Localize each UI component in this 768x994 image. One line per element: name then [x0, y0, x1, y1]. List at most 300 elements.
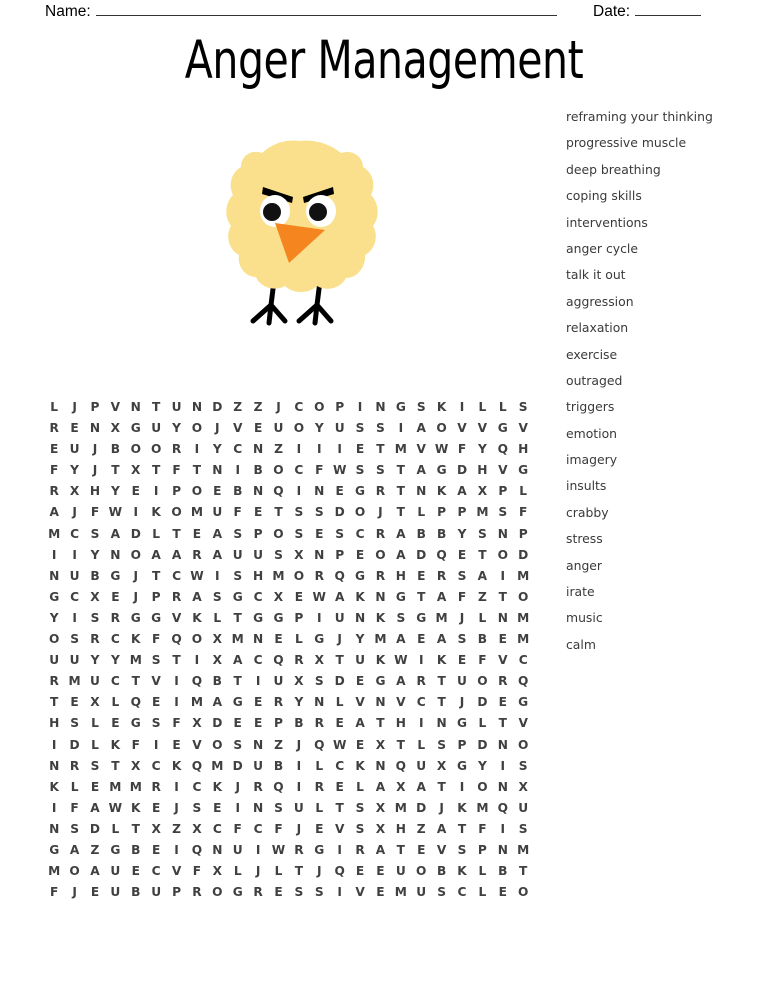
grid-cell[interactable]: C: [253, 589, 263, 604]
grid-cell[interactable]: N: [436, 716, 447, 731]
grid-cell[interactable]: I: [235, 800, 240, 815]
grid-cell[interactable]: M: [48, 864, 61, 879]
grid-cell[interactable]: S: [233, 737, 243, 752]
grid-cell[interactable]: S: [478, 526, 487, 541]
grid-cell[interactable]: I: [500, 821, 506, 836]
grid-cell[interactable]: S: [151, 653, 161, 668]
grid-cell[interactable]: G: [110, 568, 121, 583]
word-list-item[interactable]: anger: [566, 557, 603, 573]
grid-cell[interactable]: O: [130, 442, 141, 457]
grid-cell[interactable]: A: [192, 589, 202, 604]
grid-cell[interactable]: F: [315, 463, 324, 478]
grid-cell[interactable]: E: [70, 695, 79, 710]
grid-cell[interactable]: M: [517, 842, 530, 857]
grid-cell[interactable]: T: [192, 463, 202, 478]
grid-cell[interactable]: I: [337, 842, 342, 857]
grid-cell[interactable]: T: [519, 864, 528, 879]
grid-cell[interactable]: L: [50, 400, 59, 414]
grid-cell[interactable]: F: [233, 505, 242, 520]
grid-cell[interactable]: M: [211, 758, 224, 773]
grid-cell[interactable]: N: [130, 400, 141, 414]
grid-cell[interactable]: I: [337, 442, 342, 457]
grid-cell[interactable]: J: [92, 442, 98, 457]
grid-cell[interactable]: J: [72, 885, 77, 900]
grid-cell[interactable]: D: [456, 463, 468, 478]
grid-cell[interactable]: E: [111, 589, 120, 604]
grid-cell[interactable]: S: [233, 568, 243, 583]
grid-cell[interactable]: E: [151, 800, 161, 815]
grid-cell[interactable]: U: [69, 442, 80, 457]
grid-cell[interactable]: Q: [497, 800, 508, 815]
grid-cell[interactable]: F: [90, 505, 100, 520]
grid-cell[interactable]: C: [457, 885, 467, 900]
grid-cell[interactable]: E: [355, 442, 365, 457]
grid-cell[interactable]: S: [416, 400, 426, 414]
grid-cell[interactable]: F: [457, 589, 467, 604]
grid-cell[interactable]: O: [416, 864, 427, 879]
grid-cell[interactable]: N: [314, 547, 325, 562]
grid-cell[interactable]: X: [314, 653, 324, 668]
grid-cell[interactable]: R: [294, 842, 304, 857]
grid-cell[interactable]: U: [151, 421, 162, 436]
grid-cell[interactable]: X: [212, 864, 223, 879]
grid-cell[interactable]: B: [131, 842, 141, 857]
grid-cell[interactable]: E: [213, 484, 222, 499]
grid-cell[interactable]: G: [457, 758, 468, 773]
grid-cell[interactable]: H: [395, 568, 406, 583]
grid-cell[interactable]: J: [255, 864, 261, 879]
grid-cell[interactable]: S: [192, 800, 202, 815]
grid-cell[interactable]: T: [335, 800, 344, 815]
grid-cell[interactable]: K: [355, 589, 365, 604]
grid-cell[interactable]: U: [334, 610, 345, 625]
grid-cell[interactable]: J: [459, 610, 465, 625]
grid-cell[interactable]: V: [457, 421, 467, 436]
grid-cell[interactable]: Q: [130, 695, 141, 710]
grid-cell[interactable]: N: [497, 526, 508, 541]
grid-cell[interactable]: M: [190, 505, 203, 520]
grid-cell[interactable]: O: [212, 737, 223, 752]
grid-cell[interactable]: P: [457, 505, 467, 520]
grid-cell[interactable]: U: [355, 653, 365, 668]
grid-cell[interactable]: E: [335, 716, 344, 731]
grid-cell[interactable]: N: [191, 400, 203, 414]
word-list-item[interactable]: coping skills: [566, 188, 642, 204]
grid-cell[interactable]: U: [518, 800, 529, 815]
grid-cell[interactable]: I: [398, 421, 404, 436]
grid-cell[interactable]: T: [172, 653, 181, 668]
word-list-item[interactable]: aggression: [566, 293, 634, 309]
grid-cell[interactable]: T: [151, 463, 161, 478]
grid-cell[interactable]: G: [273, 610, 284, 625]
grid-cell[interactable]: R: [273, 695, 284, 710]
grid-cell[interactable]: N: [375, 400, 386, 414]
grid-cell[interactable]: T: [294, 864, 304, 879]
grid-cell[interactable]: T: [478, 547, 487, 562]
grid-cell[interactable]: A: [396, 632, 406, 647]
grid-cell[interactable]: T: [335, 653, 344, 668]
grid-cell[interactable]: J: [133, 568, 139, 583]
grid-cell[interactable]: I: [296, 758, 302, 773]
grid-cell[interactable]: E: [151, 842, 161, 857]
grid-cell[interactable]: I: [51, 800, 57, 815]
grid-cell[interactable]: R: [171, 442, 182, 457]
grid-cell[interactable]: J: [296, 821, 302, 836]
grid-cell[interactable]: I: [296, 779, 302, 794]
grid-cell[interactable]: S: [437, 885, 446, 900]
grid-cell[interactable]: R: [314, 568, 324, 583]
grid-cell[interactable]: I: [459, 779, 465, 794]
grid-cell[interactable]: E: [90, 885, 100, 900]
grid-cell[interactable]: P: [477, 842, 487, 857]
grid-cell[interactable]: X: [212, 653, 223, 668]
grid-cell[interactable]: B: [294, 716, 304, 731]
grid-cell[interactable]: K: [212, 779, 223, 794]
grid-cell[interactable]: S: [70, 716, 79, 731]
grid-cell[interactable]: C: [294, 463, 304, 478]
grid-cell[interactable]: Q: [191, 758, 203, 773]
grid-cell[interactable]: W: [332, 463, 347, 478]
grid-cell[interactable]: I: [500, 758, 506, 773]
word-list-item[interactable]: music: [566, 610, 603, 626]
grid-cell[interactable]: I: [72, 547, 77, 562]
grid-cell[interactable]: T: [457, 821, 467, 836]
grid-cell[interactable]: A: [69, 842, 80, 857]
grid-cell[interactable]: E: [253, 421, 263, 436]
grid-cell[interactable]: A: [355, 716, 365, 731]
grid-cell[interactable]: U: [457, 674, 467, 689]
grid-cell[interactable]: L: [152, 526, 161, 541]
grid-cell[interactable]: P: [294, 610, 304, 625]
grid-cell[interactable]: U: [69, 568, 80, 583]
grid-cell[interactable]: Z: [274, 737, 283, 752]
grid-cell[interactable]: M: [394, 442, 407, 457]
word-list-item[interactable]: exercise: [566, 346, 618, 362]
grid-cell[interactable]: D: [477, 737, 488, 752]
grid-cell[interactable]: I: [174, 842, 179, 857]
grid-cell[interactable]: R: [375, 484, 386, 499]
grid-cell[interactable]: G: [130, 716, 141, 731]
grid-cell[interactable]: E: [355, 864, 365, 879]
grid-cell[interactable]: P: [498, 484, 508, 499]
grid-cell[interactable]: S: [457, 632, 467, 647]
grid-cell[interactable]: L: [233, 864, 242, 879]
grid-cell[interactable]: G: [130, 610, 141, 625]
grid-cell[interactable]: X: [375, 821, 386, 836]
grid-cell[interactable]: A: [416, 779, 426, 794]
grid-cell[interactable]: G: [232, 695, 243, 710]
grid-cell[interactable]: K: [49, 779, 59, 794]
grid-cell[interactable]: A: [416, 463, 426, 478]
grid-cell[interactable]: V: [232, 421, 243, 436]
grid-cell[interactable]: N: [497, 737, 508, 752]
grid-cell[interactable]: O: [477, 779, 488, 794]
grid-cell[interactable]: V: [396, 695, 406, 710]
grid-cell[interactable]: J: [72, 400, 77, 414]
grid-cell[interactable]: S: [274, 800, 283, 815]
grid-cell[interactable]: O: [314, 400, 325, 414]
grid-cell[interactable]: J: [337, 632, 342, 647]
grid-cell[interactable]: F: [151, 632, 161, 647]
grid-cell[interactable]: L: [519, 484, 528, 499]
grid-cell[interactable]: G: [497, 421, 508, 436]
grid-cell[interactable]: H: [518, 442, 529, 457]
grid-cell[interactable]: T: [376, 716, 385, 731]
grid-cell[interactable]: F: [274, 821, 283, 836]
grid-cell[interactable]: L: [478, 864, 487, 879]
grid-cell[interactable]: X: [294, 547, 304, 562]
grid-cell[interactable]: L: [274, 864, 283, 879]
grid-cell[interactable]: E: [335, 779, 344, 794]
grid-cell[interactable]: S: [396, 610, 406, 625]
grid-cell[interactable]: E: [192, 526, 202, 541]
grid-cell[interactable]: G: [151, 610, 162, 625]
grid-cell[interactable]: F: [519, 505, 528, 520]
grid-cell[interactable]: L: [91, 716, 99, 731]
grid-cell[interactable]: P: [335, 547, 345, 562]
grid-cell[interactable]: S: [314, 505, 324, 520]
grid-cell[interactable]: X: [273, 589, 284, 604]
grid-cell[interactable]: Q: [314, 737, 325, 752]
grid-cell[interactable]: U: [212, 505, 223, 520]
grid-cell[interactable]: L: [478, 716, 487, 731]
grid-cell[interactable]: A: [90, 800, 100, 815]
grid-cell[interactable]: I: [194, 442, 200, 457]
grid-cell[interactable]: B: [498, 864, 508, 879]
grid-cell[interactable]: S: [335, 526, 345, 541]
grid-cell[interactable]: B: [212, 674, 222, 689]
grid-cell[interactable]: F: [172, 463, 181, 478]
grid-cell[interactable]: L: [91, 737, 99, 752]
grid-cell[interactable]: A: [436, 589, 447, 604]
grid-cell[interactable]: N: [253, 632, 264, 647]
grid-cell[interactable]: R: [314, 716, 324, 731]
grid-cell[interactable]: S: [90, 758, 100, 773]
grid-cell[interactable]: V: [110, 400, 121, 414]
grid-cell[interactable]: L: [111, 821, 120, 836]
grid-cell[interactable]: E: [417, 632, 426, 647]
grid-cell[interactable]: A: [396, 547, 406, 562]
grid-cell[interactable]: W: [434, 442, 449, 457]
grid-cell[interactable]: D: [130, 526, 141, 541]
grid-cell[interactable]: S: [437, 737, 446, 752]
grid-cell[interactable]: Q: [334, 568, 345, 583]
grid-cell[interactable]: U: [273, 674, 284, 689]
grid-cell[interactable]: L: [315, 800, 324, 815]
grid-cell[interactable]: G: [232, 589, 243, 604]
grid-cell[interactable]: A: [416, 421, 426, 436]
grid-cell[interactable]: J: [92, 463, 98, 478]
grid-cell[interactable]: L: [70, 779, 79, 794]
grid-cell[interactable]: L: [294, 632, 303, 647]
grid-cell[interactable]: F: [233, 821, 242, 836]
grid-cell[interactable]: A: [457, 484, 467, 499]
grid-cell[interactable]: T: [437, 674, 446, 689]
grid-cell[interactable]: S: [294, 885, 304, 900]
grid-cell[interactable]: U: [293, 800, 304, 815]
grid-cell[interactable]: U: [232, 547, 243, 562]
grid-cell[interactable]: I: [357, 400, 363, 414]
grid-cell[interactable]: H: [395, 821, 406, 836]
grid-cell[interactable]: O: [191, 484, 203, 499]
grid-cell[interactable]: H: [395, 716, 406, 731]
grid-cell[interactable]: C: [151, 758, 161, 773]
grid-cell[interactable]: V: [518, 716, 528, 731]
grid-cell[interactable]: K: [436, 400, 447, 414]
grid-cell[interactable]: T: [111, 463, 120, 478]
grid-cell[interactable]: I: [153, 737, 159, 752]
grid-cell[interactable]: M: [48, 526, 61, 541]
grid-cell[interactable]: U: [232, 842, 243, 857]
grid-cell[interactable]: P: [437, 505, 447, 520]
grid-cell[interactable]: O: [150, 442, 162, 457]
grid-cell[interactable]: Y: [477, 758, 487, 773]
grid-cell[interactable]: K: [375, 610, 386, 625]
grid-cell[interactable]: Y: [49, 610, 59, 625]
grid-cell[interactable]: U: [253, 758, 264, 773]
grid-cell[interactable]: I: [133, 505, 139, 520]
grid-cell[interactable]: S: [314, 885, 324, 900]
grid-cell[interactable]: O: [517, 589, 529, 604]
grid-cell[interactable]: S: [314, 674, 324, 689]
grid-cell[interactable]: S: [90, 610, 100, 625]
word-list-item[interactable]: calm: [566, 636, 596, 652]
word-list-item[interactable]: deep breathing: [566, 161, 661, 177]
grid-cell[interactable]: D: [334, 505, 345, 520]
grid-cell[interactable]: Z: [172, 821, 181, 836]
grid-cell[interactable]: T: [233, 674, 242, 689]
grid-cell[interactable]: E: [355, 674, 365, 689]
grid-cell[interactable]: S: [233, 526, 243, 541]
grid-cell[interactable]: U: [49, 653, 60, 668]
grid-cell[interactable]: G: [110, 842, 121, 857]
grid-cell[interactable]: E: [253, 505, 263, 520]
word-list-item[interactable]: interventions: [566, 214, 648, 230]
grid-cell[interactable]: T: [396, 463, 405, 478]
grid-cell[interactable]: I: [500, 568, 506, 583]
grid-cell[interactable]: T: [437, 695, 446, 710]
grid-cell[interactable]: S: [70, 821, 79, 836]
grid-cell[interactable]: B: [131, 885, 141, 900]
grid-cell[interactable]: A: [171, 547, 182, 562]
grid-cell[interactable]: U: [273, 421, 284, 436]
grid-cell[interactable]: A: [436, 821, 447, 836]
grid-cell[interactable]: S: [355, 421, 365, 436]
grid-cell[interactable]: M: [517, 610, 530, 625]
grid-cell[interactable]: G: [314, 632, 325, 647]
grid-cell[interactable]: M: [109, 779, 122, 794]
grid-cell[interactable]: Y: [110, 653, 120, 668]
grid-cell[interactable]: K: [375, 653, 386, 668]
grid-cell[interactable]: D: [477, 695, 488, 710]
grid-cell[interactable]: X: [436, 758, 447, 773]
grid-cell[interactable]: E: [315, 526, 324, 541]
grid-cell[interactable]: J: [296, 737, 302, 752]
grid-cell[interactable]: V: [355, 695, 365, 710]
grid-cell[interactable]: E: [131, 864, 140, 879]
grid-cell[interactable]: V: [355, 885, 365, 900]
grid-cell[interactable]: I: [51, 737, 57, 752]
grid-cell[interactable]: L: [417, 505, 426, 520]
grid-cell[interactable]: Y: [90, 653, 100, 668]
grid-cell[interactable]: J: [439, 800, 444, 815]
grid-cell[interactable]: C: [294, 400, 304, 414]
grid-cell[interactable]: G: [232, 885, 243, 900]
grid-cell[interactable]: O: [69, 864, 80, 879]
grid-cell[interactable]: J: [317, 864, 322, 879]
grid-cell[interactable]: E: [355, 737, 365, 752]
grid-cell[interactable]: O: [497, 547, 508, 562]
grid-cell[interactable]: S: [274, 547, 283, 562]
grid-cell[interactable]: X: [151, 821, 161, 836]
grid-cell[interactable]: O: [273, 463, 284, 478]
grid-cell[interactable]: H: [477, 463, 488, 478]
grid-cell[interactable]: I: [418, 653, 424, 668]
grid-cell[interactable]: T: [437, 779, 446, 794]
grid-cell[interactable]: O: [517, 737, 529, 752]
grid-cell[interactable]: A: [49, 505, 59, 520]
grid-cell[interactable]: G: [457, 716, 468, 731]
grid-cell[interactable]: D: [232, 758, 243, 773]
grid-cell[interactable]: L: [478, 610, 487, 625]
date-write-line[interactable]: [635, 4, 701, 16]
grid-cell[interactable]: G: [518, 463, 529, 478]
grid-cell[interactable]: D: [89, 821, 101, 836]
word-list-item[interactable]: relaxation: [566, 320, 629, 336]
grid-cell[interactable]: G: [49, 589, 60, 604]
grid-cell[interactable]: X: [90, 589, 100, 604]
grid-cell[interactable]: N: [253, 484, 264, 499]
grid-cell[interactable]: K: [171, 758, 182, 773]
grid-cell[interactable]: B: [233, 484, 243, 499]
grid-cell[interactable]: M: [476, 800, 489, 815]
grid-cell[interactable]: E: [355, 547, 365, 562]
grid-cell[interactable]: E: [213, 800, 222, 815]
grid-cell[interactable]: J: [276, 400, 281, 414]
grid-cell[interactable]: B: [110, 442, 121, 457]
grid-cell[interactable]: A: [90, 864, 100, 879]
grid-cell[interactable]: C: [518, 653, 528, 668]
grid-cell[interactable]: W: [190, 568, 204, 583]
grid-cell[interactable]: D: [416, 800, 427, 815]
grid-cell[interactable]: T: [498, 589, 507, 604]
grid-cell[interactable]: R: [498, 674, 508, 689]
grid-cell[interactable]: O: [171, 505, 182, 520]
grid-cell[interactable]: E: [274, 885, 283, 900]
grid-cell[interactable]: B: [90, 568, 100, 583]
grid-cell[interactable]: I: [72, 610, 77, 625]
grid-cell[interactable]: G: [253, 610, 264, 625]
grid-cell[interactable]: F: [478, 653, 487, 668]
name-write-line[interactable]: [96, 4, 557, 16]
grid-cell[interactable]: L: [315, 758, 324, 773]
grid-cell[interactable]: L: [478, 400, 487, 414]
grid-cell[interactable]: O: [354, 505, 366, 520]
grid-cell[interactable]: V: [498, 653, 508, 668]
grid-cell[interactable]: Q: [273, 484, 284, 499]
grid-cell[interactable]: I: [153, 484, 159, 499]
grid-cell[interactable]: L: [335, 695, 344, 710]
grid-cell[interactable]: F: [50, 463, 59, 478]
grid-cell[interactable]: R: [171, 589, 182, 604]
grid-cell[interactable]: T: [376, 442, 385, 457]
grid-cell[interactable]: O: [212, 885, 223, 900]
grid-cell[interactable]: T: [498, 716, 507, 731]
grid-cell[interactable]: M: [129, 779, 142, 794]
grid-cell[interactable]: A: [232, 653, 243, 668]
grid-cell[interactable]: C: [172, 568, 182, 583]
grid-cell[interactable]: K: [192, 610, 202, 625]
